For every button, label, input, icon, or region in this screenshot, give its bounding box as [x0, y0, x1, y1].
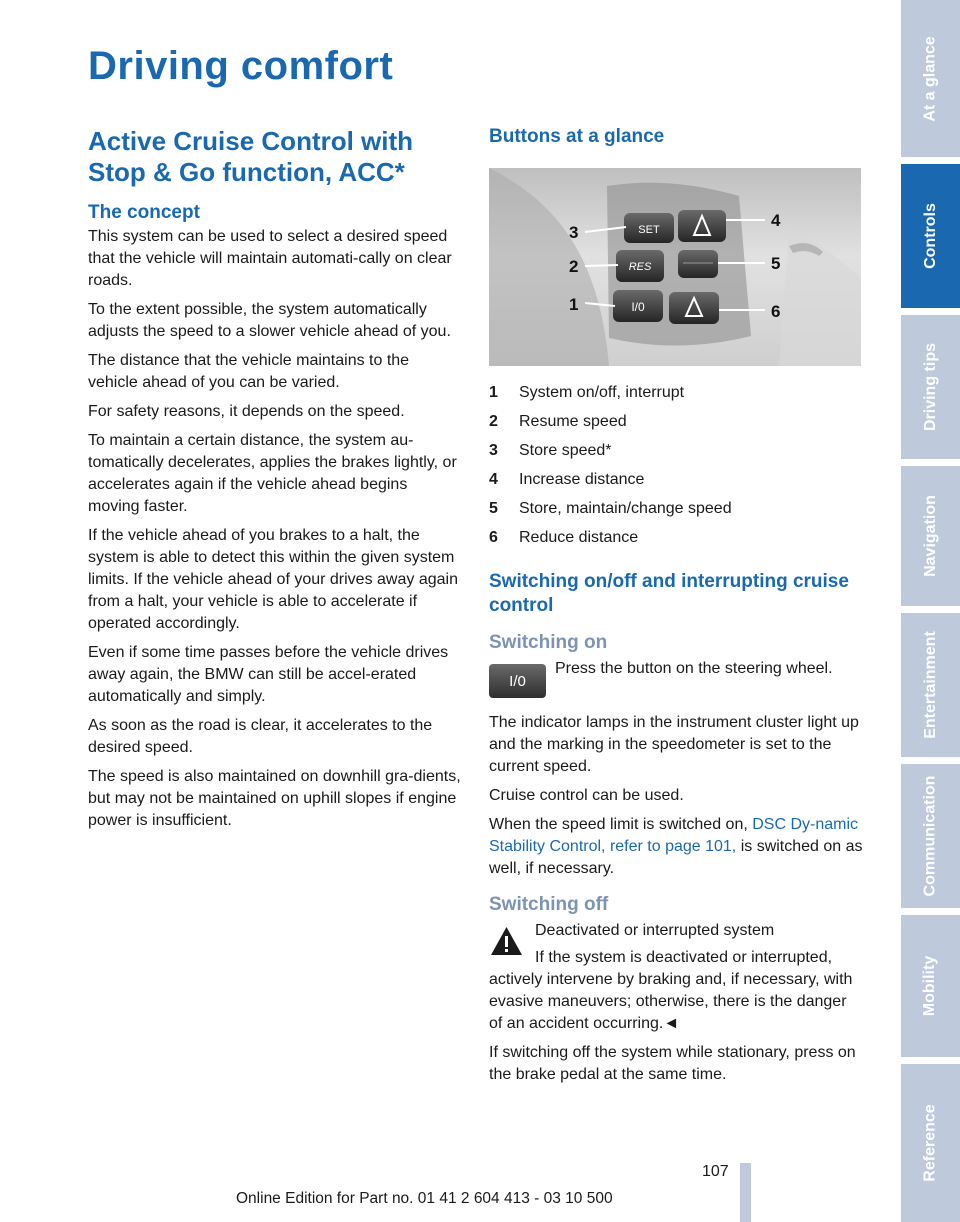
list-item-number: 1 [489, 384, 498, 401]
paragraph: This system can be used to select a desired speed that the vehicle will maintain automati-cally on clear roads. [88, 228, 452, 289]
io-button-label: I/0 [631, 300, 645, 314]
paragraph: To maintain a certain distance, the system au-tomatically decelerates, applies the brakes lightly, or accelerates again if the vehicle ahead begins moving faster. [88, 432, 457, 515]
list-item-text: Reduce distance [519, 529, 639, 546]
paragraph: Even if some time passes before the vehicle drives away again, the BMW can still be accel-erated automatically and simply. [88, 644, 449, 705]
page-number: 107 [702, 1163, 729, 1180]
list-item-text: Resume speed [519, 413, 627, 430]
list-item-text: Store speed* [519, 442, 612, 459]
section-title: Active Cruise Control with Stop & Go function, ACC* [88, 126, 414, 187]
paragraph: To the extent possible, the system automatically adjusts the speed to a slower vehicle ahead of you. [88, 301, 451, 340]
dsc-page-link[interactable]: DSC Dy-namic Stability Control, refer to page 101, [489, 816, 859, 855]
dsc-paragraph [489, 814, 863, 880]
res-button-label: RES [628, 261, 652, 273]
io-button-icon: I/0 [489, 664, 546, 698]
switching-off-heading: Switching off [489, 894, 609, 915]
tab-label: Communication [921, 775, 939, 897]
callout-label: 6 [771, 302, 781, 321]
button-legend-list [489, 378, 863, 552]
list-item-number: 4 [489, 471, 498, 488]
tab-label: Navigation [921, 495, 939, 577]
tab-mobility[interactable] [901, 915, 960, 1057]
warning-text: If the system is deactivated or interrupted, actively intervene by braking and, if necessary, with evasive maneuvers; otherwise, there is the danger of an accident occurring.◄ [489, 949, 853, 1032]
chapter-sidebar [901, 0, 960, 1222]
switching-heading: Switching on/off and interrupting cruise control [489, 571, 849, 616]
paragraph: The indicator lamps in the instrument cluster light up and the marking in the speedometer is set to the current speed. [489, 714, 859, 775]
list-item [489, 378, 863, 407]
tab-navigation[interactable] [901, 466, 960, 606]
tab-label: At a glance [921, 35, 939, 122]
tab-label: Mobility [921, 955, 939, 1017]
list-item-number: 2 [489, 413, 498, 430]
list-item [489, 436, 863, 465]
tab-label: Driving tips [921, 342, 939, 432]
list-item [489, 494, 863, 523]
callout-label: 5 [771, 254, 781, 273]
paragraph: Cruise control can be used. [489, 787, 684, 804]
tab-label: Entertainment [921, 631, 939, 739]
dsc-text-before: When the speed limit is switched on, [489, 816, 753, 833]
callout-label: 4 [771, 211, 781, 230]
buttons-heading: Buttons at a glance [489, 126, 665, 147]
list-item [489, 523, 863, 552]
tab-entertainment[interactable] [901, 613, 960, 757]
paragraph: If switching off the system while stationary, press on the brake pedal at the same time. [489, 1044, 856, 1083]
page-title: Driving comfort [88, 44, 394, 88]
tab-label: Controls [921, 203, 939, 269]
tab-at-a-glance[interactable] [901, 0, 960, 157]
list-item-text: Store, maintain/change speed [519, 500, 732, 517]
list-item-number: 5 [489, 500, 498, 517]
concept-heading: The concept [88, 202, 200, 223]
list-item [489, 465, 863, 494]
left-column [88, 120, 462, 839]
callout-label: 2 [569, 257, 579, 276]
speed-rocker-button [678, 250, 718, 278]
list-item-text: Increase distance [519, 471, 645, 488]
steering-wheel-diagram [489, 168, 861, 366]
paragraph: If the vehicle ahead of you brakes to a halt, the system is able to detect this within the given system limits. If the vehicle ahead of your drives away again from a halt, your vehicle is able to accelerate if operated accordingly. [88, 527, 458, 632]
warning-note [489, 920, 863, 1035]
list-item-number: 6 [489, 529, 498, 546]
switching-on-text: Press the button on the steering wheel. [555, 660, 833, 677]
dsc-text-after: is switched on as well, if necessary. [489, 838, 863, 877]
steering-wheel-image [489, 168, 861, 366]
set-button-label: SET [638, 224, 660, 236]
list-item [489, 407, 863, 436]
list-item-number: 3 [489, 442, 498, 459]
switching-on-row [489, 658, 863, 698]
list-item-text: System on/off, interrupt [519, 384, 685, 401]
footer-text: Online Edition for Part no. 01 41 2 604 413 - 03 10 500 [236, 1190, 613, 1207]
warning-triangle-icon [489, 924, 524, 958]
paragraph: The distance that the vehicle maintains to the vehicle ahead of you can be varied. [88, 352, 410, 391]
callout-label: 3 [569, 223, 579, 242]
paragraph: The speed is also maintained on downhill gra-dients, but may not be maintained on uphill slopes if engine power is insufficient. [88, 768, 461, 829]
paragraph: For safety reasons, it depends on the speed. [88, 403, 405, 420]
page-number-bar [740, 1163, 751, 1222]
paragraph: As soon as the road is clear, it accelerates to the desired speed. [88, 717, 433, 756]
tab-controls[interactable] [901, 164, 960, 308]
tab-reference[interactable] [901, 1064, 960, 1222]
right-column [489, 120, 863, 1093]
callout-label: 1 [569, 295, 579, 314]
tab-communication[interactable] [901, 764, 960, 908]
warning-title: Deactivated or interrupted system [535, 922, 775, 939]
tab-label: Reference [921, 1104, 939, 1182]
switching-on-heading: Switching on [489, 632, 608, 653]
tab-driving-tips[interactable] [901, 315, 960, 459]
